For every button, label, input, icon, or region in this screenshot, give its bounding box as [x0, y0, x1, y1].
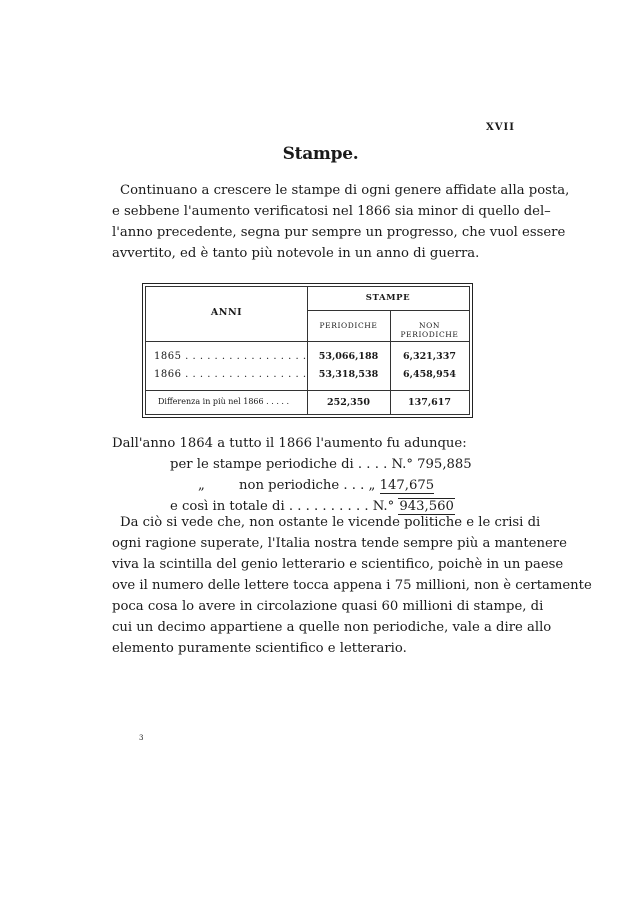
page-title: Stampe. [282, 144, 359, 164]
closing-line: Da ciò si vede che, non ostante le vicende politiche e le crisi di [120, 515, 541, 530]
summary-line [112, 475, 472, 496]
intro-line: avvertito, ed è tanto più notevole in un anno di guerra. [112, 246, 480, 261]
diff-rule [146, 390, 469, 391]
summary-value: 795,885 [417, 457, 472, 472]
stampe-table [142, 283, 473, 418]
table-row-label: 1865 . . . . . . . . . . . . . . . . . [154, 351, 307, 362]
summary-intro: Dall'anno 1864 a tutto il 1866 l'aumento fu adunque: [112, 436, 467, 451]
diff-cell: 137,617 [408, 397, 451, 408]
signature-mark: 3 [139, 734, 144, 742]
ditto-mark: „ [198, 478, 205, 493]
intro-paragraph [112, 180, 570, 264]
col-anni-header: ANNI [210, 307, 243, 318]
closing-line: elemento puramente scientifico e letterario. [112, 641, 407, 656]
summary-label: non periodiche . . . „ [239, 478, 376, 493]
summary-total-value: 943,560 [399, 499, 454, 514]
summary-label: per le stampe periodiche di . . . . N.° [170, 457, 413, 472]
closing-paragraph [112, 512, 592, 659]
table-cell: 6,458,954 [403, 369, 456, 380]
summary-line [112, 454, 472, 475]
diff-row-label: Differenza in più nel 1866 . . . . . [158, 397, 290, 406]
col-stampe-header: STAMPE [365, 293, 411, 303]
table-cell: 53,066,188 [318, 351, 379, 362]
closing-line: ogni ragione superate, l'Italia nostra tende sempre più a mantenere [112, 536, 567, 551]
summary-block [112, 433, 472, 517]
closing-line: ove il numero delle lettere tocca appena i 75 millioni, non è certamente [112, 578, 592, 593]
closing-line: poca cosa lo avere in circolazione quasi 60 millioni di stampe, di [112, 599, 544, 614]
diff-cell: 252,350 [327, 397, 370, 408]
intro-line: e sebbene l'aumento verificatosi nel 1866 sia minor di quello del– [112, 204, 551, 219]
header-rule [146, 341, 469, 342]
table-cell: 53,318,538 [318, 369, 379, 380]
stampe-header-rule [307, 310, 469, 311]
col-periodiche-header: PERIODICHE [319, 321, 378, 330]
closing-line: cui un decimo appartiene a quelle non periodiche, vale a dire allo [112, 620, 552, 635]
page-number: XVII [486, 122, 515, 133]
summary-value: 147,675 [379, 478, 435, 493]
table-row-label: 1866 . . . . . . . . . . . . . . . . . [154, 369, 307, 380]
summary-label: e così in totale di . . . . . . . . . . N.° [170, 499, 395, 514]
table-inner-frame [145, 286, 470, 415]
intro-line: Continuano a crescere le stampe di ogni genere affidate alla posta, [120, 183, 570, 198]
closing-line: viva la scintilla del genio letterario e scientifico, poichè in un paese [112, 557, 564, 572]
col-non-periodiche-header: NON PERIODICHE [400, 321, 459, 339]
table-cell: 6,321,337 [403, 351, 456, 362]
intro-line: l'anno precedente, segna pur sempre un progresso, che vuol essere [112, 225, 566, 240]
